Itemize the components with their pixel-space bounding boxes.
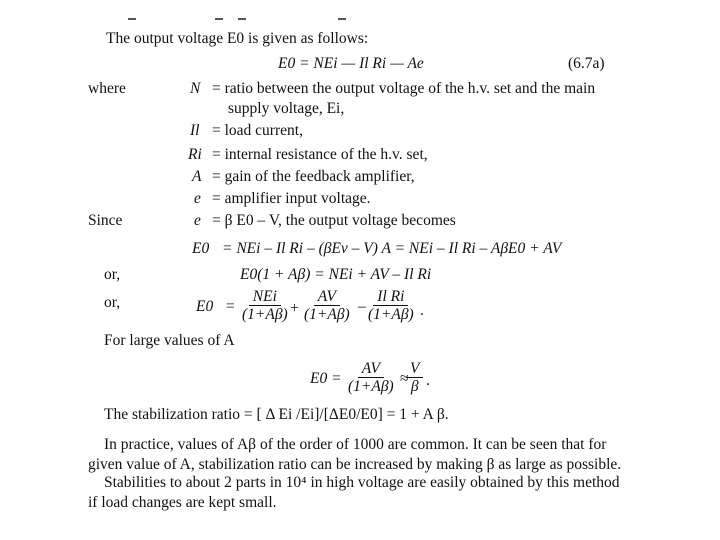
def-symbol: N (190, 80, 201, 97)
equation-lhs: E0 (192, 240, 210, 257)
def-symbol: A (192, 168, 202, 185)
equation-or: E0(1 + Aβ) = NEi + AV – Il Ri (240, 266, 432, 283)
fraction-denominator: (1+Aβ) (304, 306, 350, 323)
since-label: Since (88, 212, 123, 229)
fraction-numerator: NEi (249, 288, 281, 306)
fraction-numerator: V (406, 360, 423, 378)
fraction-denominator: (1+Aβ) (368, 306, 414, 323)
equation-lhs: E0 = (310, 370, 342, 387)
fraction-denominator: β (410, 378, 419, 395)
equation-lhs: E0 (196, 298, 214, 315)
since-symbol: e (194, 212, 201, 229)
or-label: or, (104, 294, 121, 311)
large-values-text: For large values of A (104, 332, 235, 349)
intro-text: The output voltage E0 is given as follows: (106, 30, 369, 47)
plus-sign: + (290, 300, 299, 317)
paragraph-line: Stabilities to about 2 parts in 10⁴ in high voltage are easily obtained by this method (104, 474, 620, 491)
fraction-numerator: AV (314, 288, 340, 306)
fraction-denominator: (1+Aβ) (348, 378, 394, 395)
paragraph-line: given value of A, stabilization ratio can be increased by making β as large as possible. (88, 456, 622, 473)
or-label: or, (104, 266, 121, 283)
fraction (238, 288, 292, 323)
where-label: where (88, 80, 126, 97)
def-text: supply voltage, Ei, (228, 100, 345, 117)
stabilization-ratio: The stabilization ratio = [ Δ Ei /Ei]/[ΔE0/E0] = 1 + A β. (104, 406, 449, 423)
since-text: = β E0 – V, the output voltage becomes (212, 212, 456, 229)
equation-expansion: = NEi – Il Ri – (βEv – V) A = NEi – Il Ri – AβE0 + AV (222, 240, 562, 257)
fraction-numerator: AV (358, 360, 384, 378)
def-text: = load current, (212, 122, 303, 139)
fraction-denominator: (1+Aβ) (242, 306, 288, 323)
equals-sign: = (226, 298, 235, 315)
def-symbol: Il (190, 122, 200, 139)
def-text: = gain of the feedback amplifier, (212, 168, 415, 185)
period: . (420, 302, 424, 319)
approx-sign: ≈ (400, 370, 409, 387)
equation-number: (6.7a) (568, 55, 605, 72)
def-text: = amplifier input voltage. (212, 190, 371, 207)
fraction (344, 360, 398, 395)
def-symbol: Ri (188, 146, 202, 163)
fraction (406, 360, 423, 395)
def-text: = internal resistance of the h.v. set, (212, 146, 428, 163)
def-symbol: e (194, 190, 201, 207)
fraction-numerator: Il Ri (373, 288, 408, 306)
paragraph-line: In practice, values of Aβ of the order of 1000 are common. It can be seen that for (104, 436, 607, 453)
fraction (300, 288, 354, 323)
paragraph-line: if load changes are kept small. (88, 494, 277, 511)
minus-sign: – (358, 298, 366, 315)
period: . (426, 372, 430, 389)
fraction (364, 288, 418, 323)
def-text: = ratio between the output voltage of the h.v. set and the main (212, 80, 596, 97)
equation-6-7a: E0 = NEi — Il Ri — Ae (278, 55, 424, 72)
